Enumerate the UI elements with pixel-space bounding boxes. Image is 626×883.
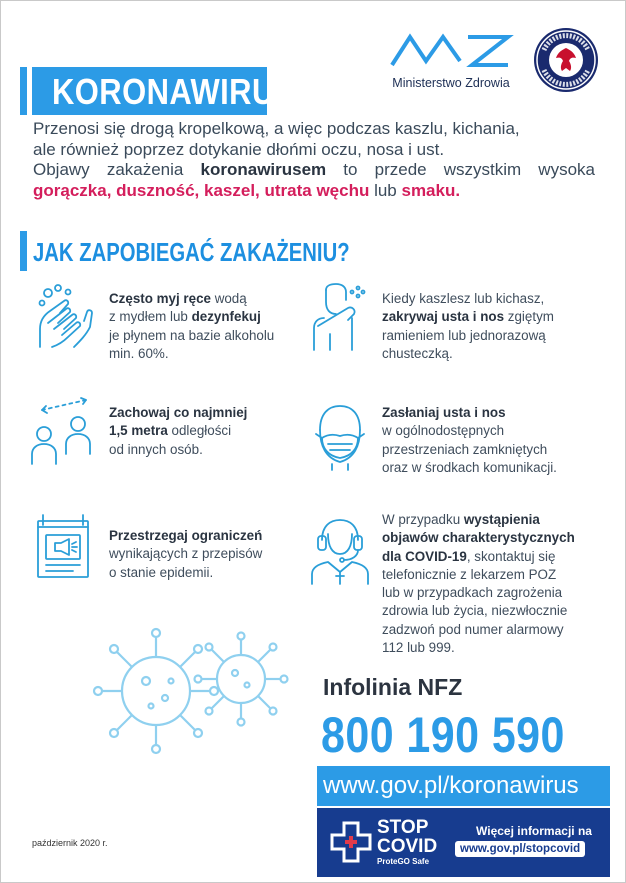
eagle-seal-icon (534, 28, 598, 92)
sanitary-inspection-logo (534, 28, 598, 92)
hand-wash-icon (34, 283, 96, 354)
tip-cover-mouth: Zasłaniaj usta i nos w ogólnodostępnych przestrzeniach zamkniętych oraz w środkach komunikacji. (382, 405, 557, 475)
headset-icon (308, 516, 372, 591)
stopcovid-subtitle: ProteGO Safe (377, 857, 430, 866)
tip-call-doctor: W przypadku wystąpienia objawów charakterystycznych dla COVID-19, skontaktuj się telefonicznie z lekarzem POZ lub w przypadkach zagrożenia zdrowia lub życia, niezwłocznie zadzwoń pod numer alarmowy 112 lub 999. (382, 512, 575, 656)
stopcovid-banner (317, 808, 610, 877)
title-stripe (20, 67, 27, 115)
tip-follow-restrictions: Przestrzegaj ograniczeń wynikających z przepisów o stanie epidemii. (109, 528, 263, 580)
distance-icon (28, 394, 100, 471)
tip-cover-cough: Kiedy kaszlesz lub kichasz, zakrywaj usta i nos zgiętym ramieniem lub jednorazową chusteczką. (382, 291, 554, 361)
subheader-stripe (20, 231, 27, 271)
intro-line-1: Przenosi się drogą kropelkową, a więc podczas kaszlu, kichania, (33, 119, 520, 138)
stopcovid-link[interactable]: www.gov.pl/stopcovid (455, 841, 585, 857)
website-link[interactable]: www.gov.pl/koronawirus (323, 772, 579, 799)
face-mask-icon (312, 404, 368, 477)
medical-cross-icon (329, 820, 373, 869)
infoline-label: Infolinia NFZ (323, 674, 463, 700)
stopcovid-title: STOP COVID (377, 817, 438, 857)
prevention-header (20, 231, 350, 271)
intro-line-2: ale również poprzez dotykanie dłońmi oczu, nosa i ust. (33, 139, 445, 159)
noticeboard-icon (35, 513, 91, 584)
ministry-logo (386, 29, 516, 99)
intro-line-3: Objawy zakażenia koronawirusem to przede wszystkim wysoka (33, 160, 595, 179)
tip-wash-hands: Często myj ręce wodą z mydłem lub dezynfekuj je płynem na bazie alkoholu min. 60%. (109, 291, 275, 361)
page-title: KORONAWIRUS (52, 71, 296, 112)
tip-keep-distance: Zachowaj co najmniej 1,5 metra odległości od innych osób. (109, 405, 248, 457)
infoline-number[interactable]: 800 190 590 (321, 707, 565, 763)
subheader-title: JAK ZAPOBIEGAĆ ZAKAŻENIU? (33, 237, 350, 267)
mz-logo-icon (388, 29, 514, 73)
ministry-name: Ministerstwo Zdrowia (392, 76, 510, 90)
title-box (32, 67, 296, 115)
website-banner (317, 766, 610, 806)
stopcovid-info: Więcej informacji na (476, 824, 592, 838)
intro-paragraph (33, 119, 595, 201)
virus-medium-icon (191, 629, 291, 734)
cough-icon (308, 282, 370, 357)
title-banner (20, 67, 296, 115)
intro-line-4: gorączka, duszność, kaszel, utrata węchu lub smaku. (33, 180, 461, 200)
publication-date: październik 2020 r. (32, 838, 108, 848)
